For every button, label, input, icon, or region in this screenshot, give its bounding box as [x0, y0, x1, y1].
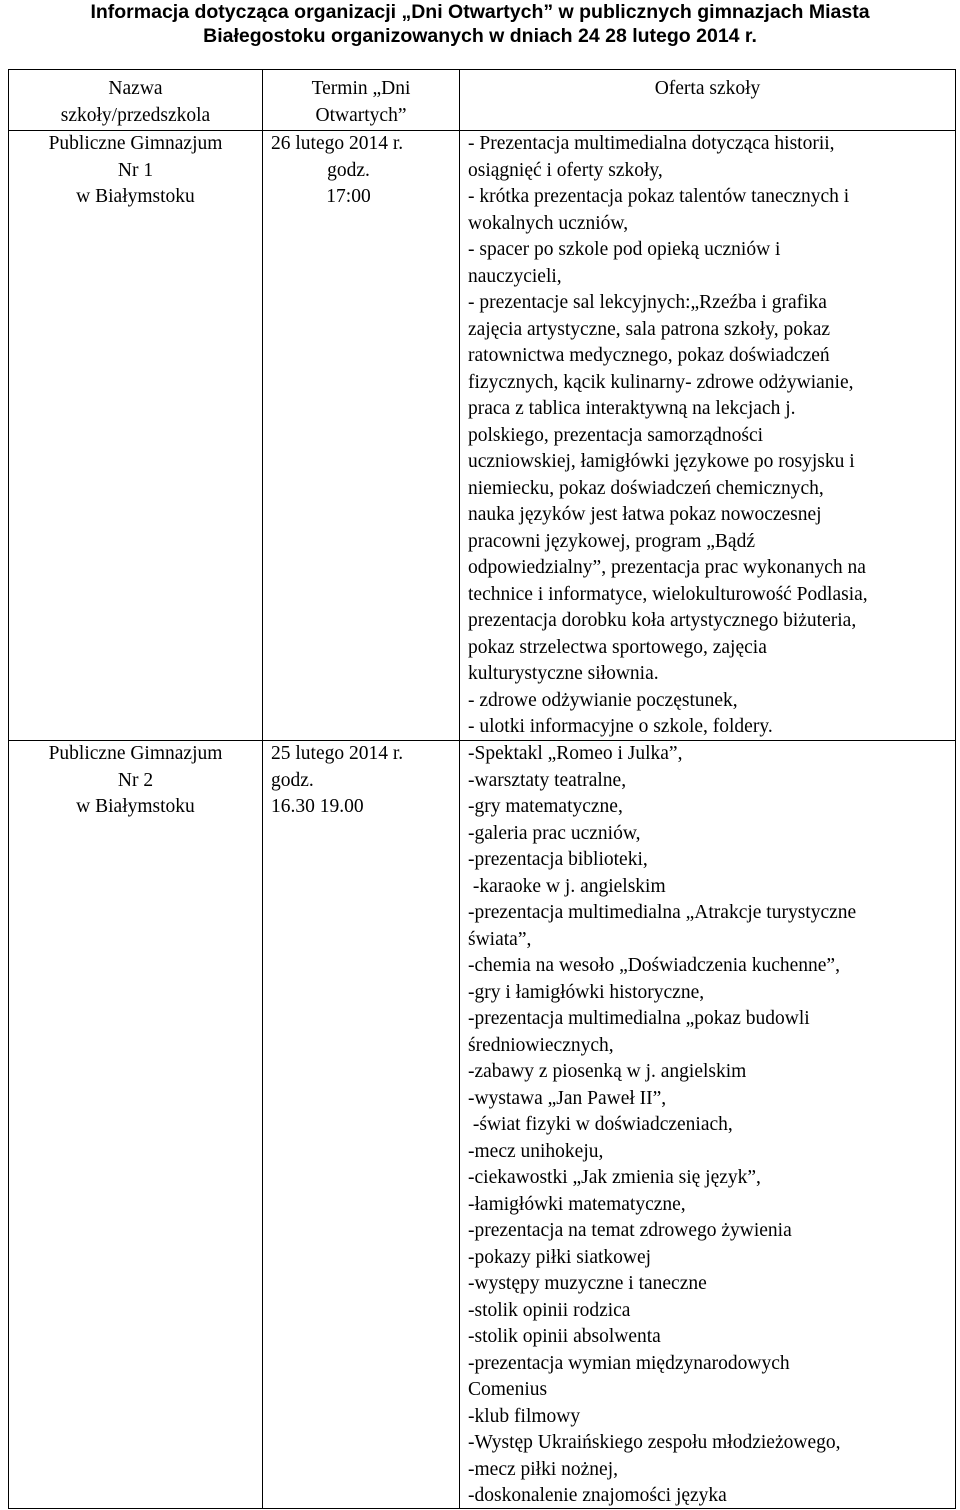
offer-item: świata”,: [468, 928, 532, 950]
row-1-offer-list: [468, 131, 954, 741]
offer-item: -prezentacja na temat zdrowego żywienia: [468, 1220, 792, 1241]
row-2-offer-list: [468, 741, 954, 1510]
offer-item: -prezentacja multimedialna „pokaz budowli: [468, 1008, 810, 1029]
offer-item: -mecz piłki nożnej,: [468, 1458, 618, 1480]
offer-item: -pokazy piłki siatkowej: [468, 1246, 652, 1268]
offer-item: -zabawy z piosenką w j. angielskim: [468, 1061, 747, 1082]
header-school-name: Nazwa szkoły/przedszkola: [60, 78, 211, 126]
offer-item: -prezentacja wymian międzynarodowych: [468, 1352, 790, 1374]
offer-item: -łamigłówki matematyczne,: [468, 1193, 686, 1215]
title-line-1: Informacja dotycząca organizacji „Dni Otwartych” w publicznych gimnazjach Miasta: [90, 1, 870, 23]
offer-item: odpowiedzialny”, prezentacja prac wykonanych na: [468, 557, 866, 578]
offer-item: Comenius: [468, 1379, 548, 1400]
offer-item: -Spektakl „Romeo i Julka”,: [468, 743, 683, 764]
offer-item: kulturystyczne siłownia.: [468, 663, 659, 684]
offer-item: technice i informatyce, wielokulturowość Podlasia,: [468, 583, 868, 605]
title-line-2: Białegostoku organizowanych w dniach 24 28 lutego 2014 r.: [203, 25, 757, 47]
offer-item: - Prezentacja multimedialna dotycząca historii,: [468, 133, 835, 154]
offer-item: ratownictwa medycznego, pokaz doświadczeń: [468, 345, 830, 366]
offer-item: -prezentacja multimedialna „Atrakcje turystyczne: [468, 902, 857, 923]
offer-item: - spacer po szkole pod opieką uczniów i: [468, 239, 781, 260]
offer-item: -chemia na wesoło „Doświadczenia kuchenne”,: [468, 955, 840, 976]
offer-item: - ulotki informacyjne o szkole, foldery.: [468, 716, 773, 737]
offer-item: polskiego, prezentacja samorządności: [468, 424, 764, 446]
offer-item: -świat fizyki w doświadczeniach,: [468, 1114, 733, 1135]
offer-item: - prezentacje sal lekcyjnych:„Rzeźba i grafika: [468, 292, 827, 313]
row-2-school-name: Publiczne Gimnazjum Nr 2 w Białymstoku: [48, 743, 223, 817]
row-1-term: 26 lutego 2014 r. godz. 17:00: [271, 133, 404, 207]
table-border-right: [955, 69, 956, 1509]
offer-item: -klub filmowy: [468, 1405, 581, 1427]
column-divider-2: [459, 69, 460, 1509]
offer-item: osiągnięć i oferty szkoły,: [468, 159, 663, 181]
offer-item: - zdrowe odżywianie poczęstunek,: [468, 689, 738, 711]
offer-item: pokaz strzelectwa sportowego, zajęcia: [468, 636, 767, 658]
header-open-days-term: Termin „Dni Otwartych”: [311, 78, 411, 126]
offer-item: -gry matematyczne,: [468, 796, 623, 817]
offer-item: nauczycieli,: [468, 265, 562, 287]
offer-item: uczniowskiej, łamigłówki językowe po rosyjsku i: [468, 451, 855, 472]
offer-item: praca z tablica interaktywną na lekcjach j.: [468, 398, 796, 419]
offer-item: prezentacja dorobku koła artystycznego biżuteria,: [468, 610, 857, 631]
offer-item: -wystawa „Jan Paweł II”,: [468, 1087, 667, 1109]
offer-item: niemiecku, pokaz doświadczeń chemicznych,: [468, 477, 824, 499]
header-school-offer: Oferta szkoły: [654, 78, 761, 99]
offer-item: -stolik opinii absolwenta: [468, 1326, 661, 1347]
offer-item: -doskonalenie znajomości języka: [468, 1485, 727, 1506]
offer-item: fizycznych, kącik kulinarny- zdrowe odżywianie,: [468, 371, 854, 393]
offer-item: zajęcia artystyczne, sala patrona szkoły, pokaz: [468, 318, 831, 340]
offer-item: nauka języków jest łatwa pokaz nowoczesnej: [468, 504, 822, 525]
offer-item: średniowiecznych,: [468, 1034, 614, 1056]
row-2-term: 25 lutego 2014 r. godz. 16.30 19.00: [271, 743, 404, 817]
table-border-top: [8, 69, 956, 70]
offer-item: -ciekawostki „Jak zmienia się język”,: [468, 1167, 761, 1188]
column-divider-1: [262, 69, 263, 1509]
offer-item: -warsztaty teatralne,: [468, 769, 627, 791]
offer-item: -stolik opinii rodzica: [468, 1299, 631, 1321]
offer-item: -gry i łamigłówki historyczne,: [468, 981, 705, 1003]
offer-item: pracowni językowej, program „Bądź: [468, 530, 755, 552]
offer-item: -karaoke w j. angielskim: [468, 875, 666, 897]
offer-item: -mecz unihokeju,: [468, 1140, 604, 1162]
offer-item: -galeria prac uczniów,: [468, 822, 641, 844]
offer-item: -występy muzyczne i taneczne: [468, 1273, 707, 1294]
offer-item: -Występ Ukraińskiego zespołu młodzieżowego,: [468, 1432, 841, 1453]
offer-item: wokalnych uczniów,: [468, 212, 629, 234]
offer-item: - krótka prezentacja pokaz talentów tanecznych i: [468, 186, 850, 207]
offer-item: -prezentacja biblioteki,: [468, 849, 648, 870]
row-1-school-name: Publiczne Gimnazjum Nr 1 w Białymstoku: [48, 133, 223, 207]
